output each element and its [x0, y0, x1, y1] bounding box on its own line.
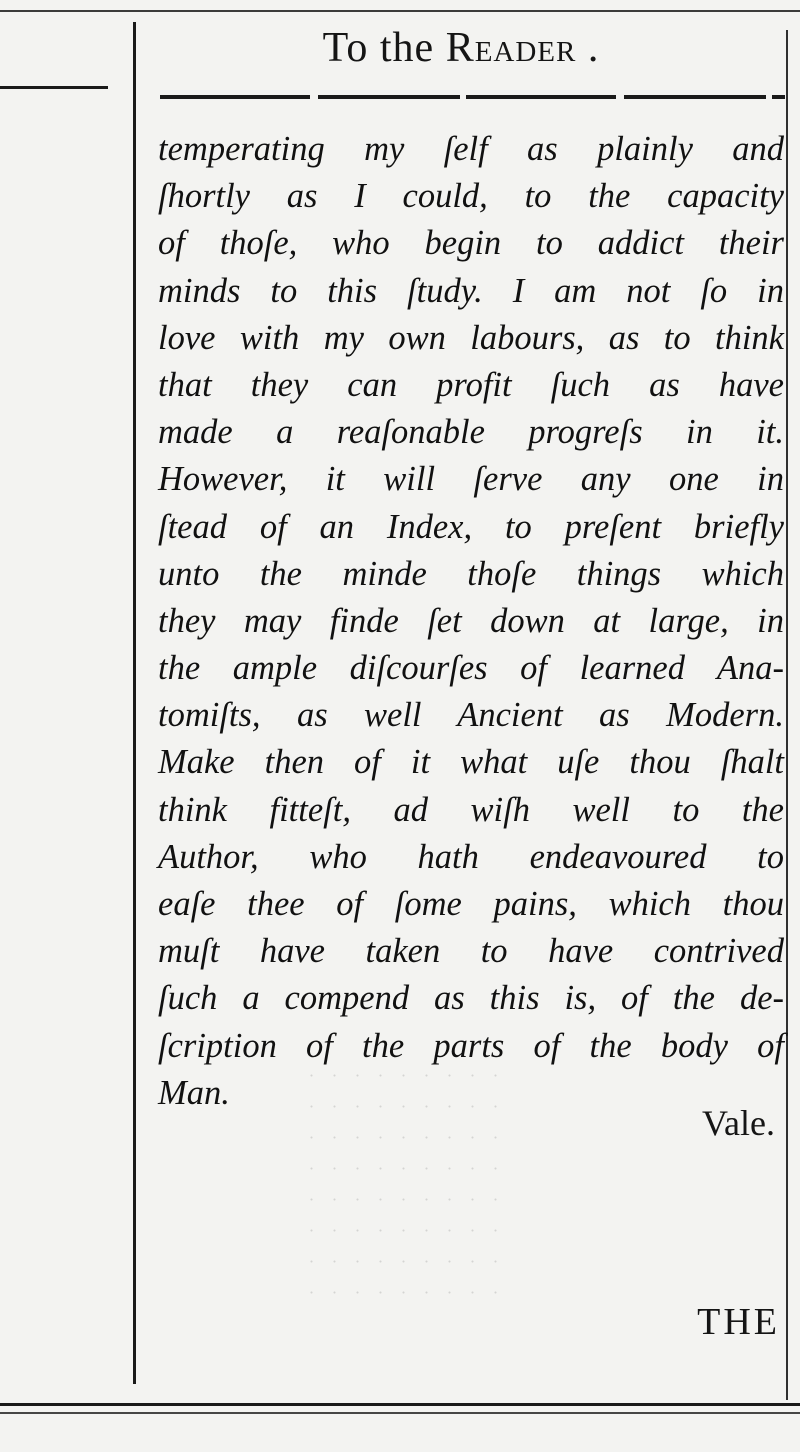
text-line: ſhortly as I could, to the capacity	[158, 177, 784, 216]
text-line: ſcription of the parts of the body of	[158, 1026, 784, 1065]
catchword: THE	[697, 1301, 780, 1343]
running-head	[136, 24, 786, 72]
text-line: love with my own labours, as to think	[158, 318, 784, 357]
left-column-rule	[133, 22, 136, 1384]
running-head-stop: .	[587, 25, 600, 71]
text-line: ſtead of an Index, to preſent briefly	[158, 507, 784, 546]
header-rule	[160, 95, 785, 99]
bottom-border-rule	[0, 1403, 800, 1406]
margin-dash-rule	[0, 86, 108, 89]
running-head-caps: Reader	[445, 25, 577, 71]
text-line: that they can profit ſuch as have	[158, 365, 784, 404]
text-line: of thoſe, who begin to addict their	[158, 224, 784, 263]
text-line: the ample diſcourſes of learned Ana-	[158, 649, 784, 688]
text-line: they may finde ſet down at large, in	[158, 601, 784, 640]
text-line: made a reaſonable progreſs in it.	[158, 413, 784, 452]
text-line: tomiſts, as well Ancient as Modern.	[158, 696, 784, 735]
text-line: However, it will ſerve any one in	[158, 460, 784, 499]
running-head-lead: To the	[322, 25, 435, 71]
bottom-border-rule-secondary	[0, 1412, 800, 1414]
text-line: ſuch a compend as this is, of the de-	[158, 979, 784, 1018]
text-line: eaſe thee of ſome pains, which thou	[158, 885, 784, 923]
text-line: Author, who hath endeavoured to	[158, 837, 784, 876]
right-edge-rule	[786, 30, 788, 1400]
text-line: think fitteſt, ad wiſh well to the	[158, 790, 784, 829]
text-line: minds to this ſtudy. I am not ſo in	[158, 271, 784, 310]
text-line: unto the minde thoſe things which	[158, 554, 784, 593]
text-line: Make then of it what uſe thou ſhalt	[158, 743, 784, 782]
paper-specks	[300, 1060, 500, 1320]
text-line: muſt have taken to have contrived	[158, 932, 784, 971]
top-border-rule	[0, 10, 800, 12]
body-text	[158, 126, 784, 1117]
closing-valediction: Vale.	[702, 1103, 775, 1143]
text-line: temperating my ſelf as plainly and	[158, 130, 784, 168]
text-line: Man.	[158, 1073, 230, 1112]
